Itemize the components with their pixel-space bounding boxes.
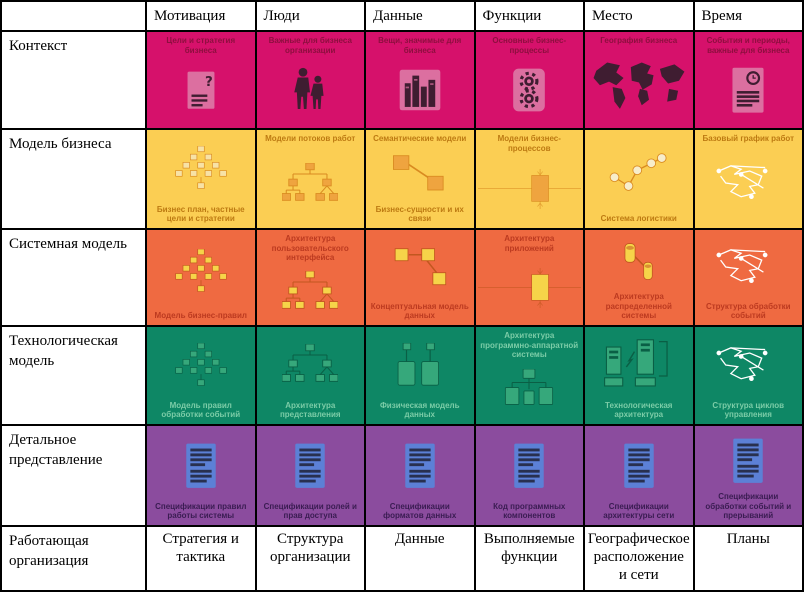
sketch-flow-icon xyxy=(697,330,801,401)
gears-icon xyxy=(478,55,582,125)
tile-label-bottom: Спецификации обработки событий и прерываний xyxy=(705,492,792,521)
calendar-clock-icon xyxy=(697,55,801,125)
semantic-model-icon xyxy=(368,144,472,205)
distributed-system-icon xyxy=(587,233,691,292)
row-label-1: Контекст xyxy=(1,31,146,129)
physical-data-icon xyxy=(368,330,472,401)
pyramid-icon xyxy=(149,133,253,205)
document-question-icon xyxy=(149,55,253,125)
column-header-label: Место xyxy=(592,7,633,24)
org-tree-icon xyxy=(259,144,363,225)
tile-label-top: Архитектура приложений xyxy=(504,234,555,253)
spec-document-icon xyxy=(149,429,253,502)
matrix-tile xyxy=(694,425,804,526)
matrix-tile xyxy=(475,31,585,129)
sketch-flow-icon xyxy=(697,233,801,302)
matrix-tile xyxy=(694,31,804,129)
column-header-label: Функции xyxy=(482,7,542,24)
column-header-4 xyxy=(475,1,585,31)
tile-label-bottom: Физическая модель данных xyxy=(379,400,460,420)
tile-label-bottom: Структура обработки событий xyxy=(705,301,791,321)
tile-label-bottom: Концептуальная модель данных xyxy=(370,301,469,321)
matrix-tile xyxy=(694,129,804,229)
row-label-4: Технологическая модель xyxy=(1,326,146,425)
tile-label-bottom: Система логистики xyxy=(600,214,677,224)
svg-text:?: ? xyxy=(204,74,213,90)
footer-cell-1 xyxy=(146,526,256,591)
tile-label-bottom: Бизнес план, частные цели и стратегии xyxy=(156,204,245,224)
spec-document-icon xyxy=(368,429,472,502)
matrix-tile xyxy=(365,31,475,129)
hardware-tree-icon xyxy=(478,360,582,421)
tile-label-top: Модели бизнес-процессов xyxy=(497,134,561,153)
tile-label-bottom: Архитектура представления xyxy=(279,400,341,420)
tile-label-bottom: Спецификации форматов данных xyxy=(383,501,457,521)
network-nodes-icon xyxy=(587,133,691,214)
matrix-tile xyxy=(365,425,475,526)
tile-label-bottom: Спецификации ролей и прав доступа xyxy=(263,501,357,521)
matrix-tile xyxy=(584,425,694,526)
footer-row-label: Работающая организация xyxy=(1,526,146,591)
footer-cell-3 xyxy=(365,526,475,591)
tile-label-bottom: Структура циклов управления xyxy=(712,400,785,420)
footer-cell-5 xyxy=(584,526,694,591)
row-label-5: Детальное представление xyxy=(1,425,146,526)
tile-label-bottom: Технологическая архитектура xyxy=(605,400,673,420)
conceptual-model-icon xyxy=(368,233,472,302)
tile-label-bottom: Архитектура распределенной системы xyxy=(605,292,672,321)
people-icon xyxy=(259,55,363,125)
footer-cell-label: Данные xyxy=(394,531,445,547)
tile-label-top: Модели потоков работ xyxy=(265,134,356,143)
matrix-tile xyxy=(146,326,256,425)
footer-cell-4 xyxy=(475,526,585,591)
spec-document-icon xyxy=(697,429,801,492)
matrix-tile xyxy=(256,229,366,326)
matrix-tile xyxy=(146,229,256,326)
row-label-3: Системная модель xyxy=(1,229,146,326)
footer-cell-label: Структура организации xyxy=(269,531,351,565)
tile-label-bottom: Спецификации архитектуры сети xyxy=(603,501,675,521)
tile-label-top: Архитектура пользовательского интерфейса xyxy=(271,234,349,263)
process-flow-icon xyxy=(478,253,582,322)
matrix-tile xyxy=(146,31,256,129)
matrix-tile xyxy=(256,425,366,526)
matrix-tile xyxy=(256,326,366,425)
pyramid-icon xyxy=(149,233,253,311)
column-header-label: Мотивация xyxy=(154,7,226,24)
process-flow-icon xyxy=(478,153,582,225)
tile-label-top: Основные бизнес-процессы xyxy=(492,36,567,55)
org-tree-icon xyxy=(259,330,363,401)
column-header-3 xyxy=(365,1,475,31)
matrix-tile xyxy=(365,129,475,229)
column-header-5 xyxy=(584,1,694,31)
tile-label-top: Вещи, значимые для бизнеса xyxy=(378,36,462,55)
spec-document-icon xyxy=(478,429,582,502)
footer-cell-label: Стратегия и тактика xyxy=(162,531,239,565)
world-map-icon xyxy=(587,46,691,125)
matrix-tile xyxy=(146,129,256,229)
footer-cell-label: Выполняемые функции xyxy=(483,531,575,565)
matrix-tile xyxy=(694,229,804,326)
city-buildings-icon xyxy=(368,55,472,125)
tile-label-top: События и периоды, важные для бизнеса xyxy=(706,36,790,55)
tile-label-bottom: Код программных компонентов xyxy=(493,501,566,521)
column-header-2 xyxy=(256,1,366,31)
column-header-label: Данные xyxy=(373,7,423,24)
matrix-tile xyxy=(475,129,585,229)
column-header-1 xyxy=(146,1,256,31)
matrix-tile xyxy=(365,326,475,425)
pyramid-icon xyxy=(149,330,253,401)
footer-cell-2 xyxy=(256,526,366,591)
tile-label-top: Цели и стратегия бизнеса xyxy=(166,36,236,55)
matrix-tile xyxy=(584,326,694,425)
spec-document-icon xyxy=(259,429,363,502)
matrix-tile xyxy=(475,425,585,526)
matrix-tile xyxy=(146,425,256,526)
column-header-6 xyxy=(694,1,804,31)
tile-label-top: География бизнеса xyxy=(600,36,678,45)
matrix-tile xyxy=(256,31,366,129)
org-tree-icon xyxy=(259,263,363,322)
matrix-tile xyxy=(584,31,694,129)
column-header-label: Люди xyxy=(263,7,300,24)
tile-label-top: Важные для бизнеса организации xyxy=(268,36,352,55)
footer-cell-label: Планы xyxy=(726,531,770,547)
footer-cell-label: Географическое расположение и сети xyxy=(587,531,690,583)
matrix-tile xyxy=(694,326,804,425)
matrix-tile xyxy=(256,129,366,229)
tile-label-bottom: Модель бизнес-правил xyxy=(154,311,247,321)
corner-cell xyxy=(1,1,146,31)
tile-label-top: Архитектура программно-аппаратной системы xyxy=(480,331,579,360)
tile-label-top: Базовый график работ xyxy=(702,134,795,143)
sketch-flow-icon xyxy=(697,144,801,225)
tile-label-bottom: Модель правил обработки событий xyxy=(161,400,241,420)
matrix-tile xyxy=(365,229,475,326)
computers-icon xyxy=(587,330,691,401)
matrix-tile xyxy=(584,129,694,229)
matrix-tile xyxy=(584,229,694,326)
footer-cell-6 xyxy=(694,526,804,591)
matrix-tile xyxy=(475,229,585,326)
spec-document-icon xyxy=(587,429,691,502)
tile-label-top: Семантические модели xyxy=(373,134,467,143)
column-header-label: Время xyxy=(701,7,743,24)
row-label-2: Модель бизнеса xyxy=(1,129,146,229)
matrix-tile xyxy=(475,326,585,425)
tile-label-bottom: Спецификации правил работы системы xyxy=(155,501,247,521)
tile-label-bottom: Бизнес-сущности и их связи xyxy=(375,204,464,224)
